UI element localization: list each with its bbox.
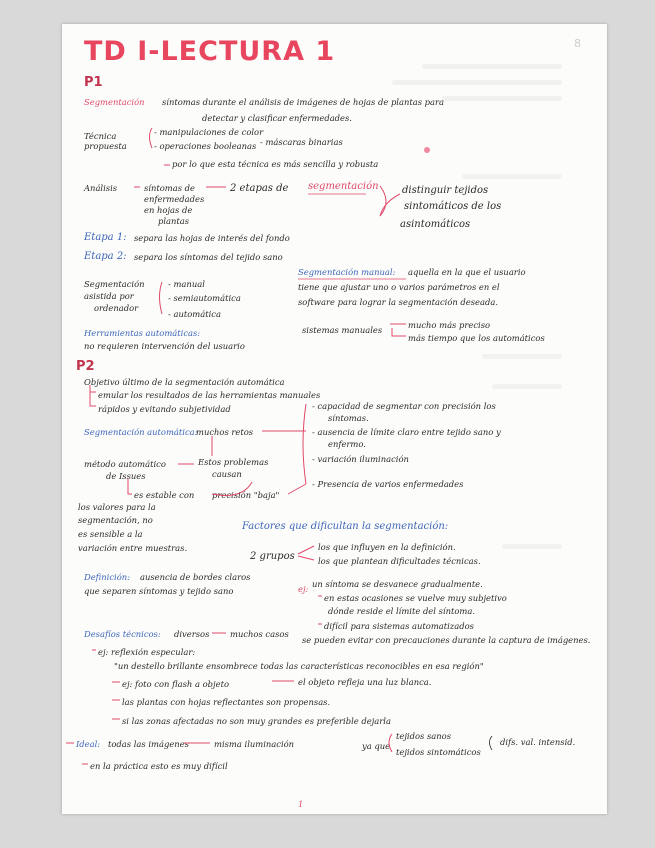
brace-asistida xyxy=(160,282,163,314)
asistida-line1: Segmentación xyxy=(84,279,145,289)
ej-label: ej: xyxy=(298,584,309,594)
notebook-page xyxy=(62,24,607,814)
asistida-line3: ordenador xyxy=(94,303,139,313)
flash-b: el objeto refleja una luz blanca. xyxy=(298,677,432,687)
valores-line3: es sensible a la xyxy=(78,529,143,539)
sistemas-a: mucho más preciso xyxy=(408,320,491,330)
reto-capacidad-2: síntomas. xyxy=(328,413,369,423)
grupos: 2 grupos xyxy=(250,551,295,562)
objetivo: Objetivo último de la segmentación automática xyxy=(84,377,285,387)
tecnica-item: - manipulaciones de color xyxy=(154,127,264,137)
diferencias: difs. val. intensid. xyxy=(500,737,576,747)
asistida-item: - automática xyxy=(168,309,221,319)
grupo-2: los que plantean dificultades técnicas. xyxy=(318,556,481,566)
arrow-objetivo-b xyxy=(90,392,96,406)
objetivo-a: emular los resultados de las herramientas manuales xyxy=(98,390,321,400)
analisis-line3: en hojas de xyxy=(144,205,193,215)
brace-distinguir xyxy=(380,186,400,216)
page-number: 1 xyxy=(298,799,304,809)
manual-line3: software para lograr la segmentación deseada. xyxy=(298,297,498,307)
problemas-line1: Estos problemas xyxy=(198,457,269,467)
section-p2: P2 xyxy=(76,359,95,374)
analisis-label: Análisis xyxy=(84,183,118,193)
tecnica-label-1: Técnica xyxy=(84,131,117,141)
seg-def-line2: detectar y clasificar enfermedades. xyxy=(202,113,352,123)
sistemas-b: más tiempo que los automáticos xyxy=(408,333,545,343)
brace-tecnica xyxy=(150,128,153,148)
reto-ausencia-2: enfermo. xyxy=(328,439,366,449)
desafios-c: se pueden evitar con precauciones durante la captura de imágenes. xyxy=(302,635,591,645)
arrow-estable xyxy=(128,479,132,494)
reto-capacidad-1: - capacidad de segmentar con precisión los xyxy=(312,401,496,411)
brace-diferencias xyxy=(490,736,493,750)
reto-ausencia-1: - ausencia de límite claro entre tejido sano y xyxy=(312,427,501,437)
ideal-label: Ideal: xyxy=(76,739,101,749)
etapas-word: segmentación xyxy=(308,181,379,192)
asistida-item: - semiautomática xyxy=(168,293,241,303)
estable: es estable con xyxy=(134,490,195,500)
arrow-presencia xyxy=(288,484,306,494)
tecnica-label-2: propuesta xyxy=(84,141,127,151)
desafios-b: muchos casos xyxy=(230,629,289,639)
definicion-text: ausencia de bordes claros xyxy=(140,572,251,582)
reto-variacion: - variación iluminación xyxy=(312,454,409,464)
ej-a: en estas ocasiones se vuelve muy subjetivo xyxy=(324,593,507,603)
tecnica-item: - operaciones booleanas xyxy=(154,141,257,151)
sistemas-manuales: sistemas manuales xyxy=(302,325,383,335)
desafios-label: Desafíos técnicos: xyxy=(84,629,161,639)
tejidos-sanos: tejidos sanos xyxy=(396,731,451,741)
flash: ej: foto con flash a objeto xyxy=(122,679,229,689)
seg-auto-text: muchos retos xyxy=(196,427,254,437)
ideal-b: misma iluminación xyxy=(214,739,295,749)
distinguir-line2: sintomáticos de los xyxy=(404,201,502,212)
objetivo-b: rápidos y evitando subjetividad xyxy=(98,404,231,414)
page-corner-mark: 8 xyxy=(574,37,581,50)
seg-auto-label: Segmentación automática: xyxy=(84,427,198,437)
valores-line2: segmentación, no xyxy=(78,515,153,525)
manual-line1: aquella en la que el usuario xyxy=(408,267,526,277)
distinguir-line3: asintomáticos xyxy=(400,219,471,230)
plantas: las plantas con hojas reflectantes son propensas. xyxy=(122,697,331,707)
precision-baja: precisión "baja" xyxy=(212,490,280,500)
valores-line1: los valores para la xyxy=(78,502,156,512)
highlight-dot xyxy=(424,147,430,153)
metodo-line2: de Issues xyxy=(106,471,146,481)
term-segmentacion: Segmentación xyxy=(84,97,145,107)
analisis-line1: síntomas de xyxy=(144,183,195,193)
tejidos-sintomaticos: tejidos sintomáticos xyxy=(396,747,481,757)
problemas-line2: causan xyxy=(212,469,242,479)
asistida-line2: asistida por xyxy=(84,291,134,301)
ej-c: difícil para sistemas automatizados xyxy=(324,621,474,631)
analisis-line4: plantas xyxy=(158,216,190,226)
tecnica-item: - máscaras binarias xyxy=(260,137,343,147)
factores-heading: Factores que dificultan la segmentación: xyxy=(242,521,449,532)
ideal-text: todas las imágenes xyxy=(108,739,189,749)
metodo-line1: método automático xyxy=(84,459,166,469)
arrow-sistemas-b xyxy=(392,328,406,336)
asistida-item: - manual xyxy=(168,279,205,289)
ya-que: ya que xyxy=(362,741,391,751)
arrow-grupo-1 xyxy=(298,546,314,554)
etapas-count: 2 etapas de xyxy=(230,183,289,194)
brace-retos xyxy=(303,404,306,484)
reto-presencia: - Presencia de varios enfermedades xyxy=(312,479,464,489)
etapa2-text: separa los síntomas del tejido sano xyxy=(134,252,283,262)
reflexion-quote: "un destello brillante ensombrece todas las características reconocibles en esa región" xyxy=(114,661,484,671)
section-p1: P1 xyxy=(84,75,103,90)
zonas: si las zonas afectadas no son muy grandes es preferible dejarla xyxy=(122,716,391,726)
grupo-1: los que influyen en la definición. xyxy=(318,542,456,552)
arrow-grupo-2 xyxy=(298,556,314,560)
seg-def-line1: síntomas durante el análisis de imágenes de hojas de plantas para xyxy=(162,97,445,107)
distinguir-line1: distinguir tejidos xyxy=(402,185,489,196)
etapa1-label: Etapa 1: xyxy=(84,232,127,243)
tecnica-note: por lo que esta técnica es más sencilla y robusta xyxy=(172,159,379,169)
manual-line2: tiene que ajustar uno o varios parámetros en el xyxy=(298,282,500,292)
valores-line4: variación entre muestras. xyxy=(78,543,188,553)
definicion-line2: que separen síntomas y tejido sano xyxy=(84,586,234,596)
reflexion: ej: reflexión especular: xyxy=(98,647,196,657)
ej-text: un síntoma se desvanece gradualmente. xyxy=(312,579,483,589)
analisis-line2: enfermedades xyxy=(144,194,205,204)
page-title: TD I-LECTURA 1 xyxy=(84,36,336,67)
ej-b: dónde reside el límite del síntoma. xyxy=(328,606,475,616)
desafios-text: diversos xyxy=(174,629,210,639)
definicion-label: Definición: xyxy=(84,572,130,582)
practica: en la práctica esto es muy difícil xyxy=(90,761,228,771)
herramientas-text: no requieren intervención del usuario xyxy=(84,341,245,351)
etapa1-text: separa las hojas de interés del fondo xyxy=(134,233,290,243)
herramientas-label: Herramientas automáticas: xyxy=(84,328,201,338)
manual-label: Segmentación manual: xyxy=(298,267,396,277)
etapa2-label: Etapa 2: xyxy=(84,251,127,262)
